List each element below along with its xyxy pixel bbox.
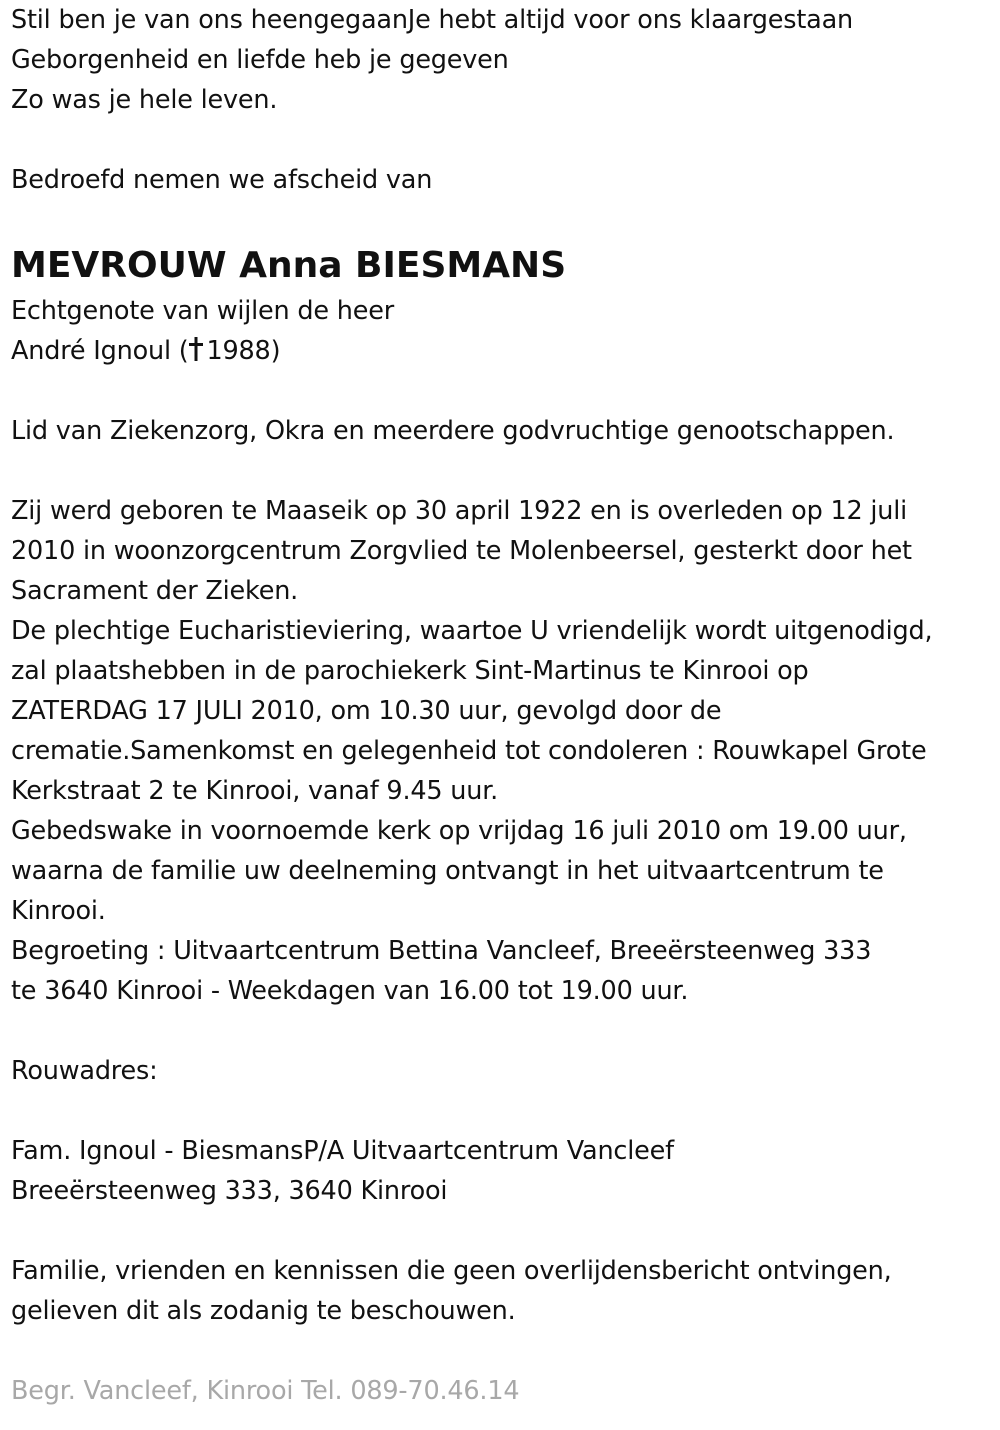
- body-text: [11, 491, 991, 1011]
- poem-line-2: Geborgenheid en liefde heb je gegeven: [11, 45, 509, 75]
- spouse-name: André Ignoul (: [11, 336, 189, 366]
- poem-line-3: Zo was je hele leven.: [11, 85, 278, 115]
- body-line: Kinrooi.: [11, 896, 106, 926]
- undertaker-footer: Begr. Vancleef, Kinrooi Tel. 089-70.46.14: [11, 1376, 520, 1406]
- spacer: [11, 1331, 991, 1371]
- latin-cross-icon: [189, 337, 203, 359]
- body-line: crematie.Samenkomst en gelegenheid tot condoleren : Rouwkapel Grote: [11, 736, 927, 766]
- body-line: De plechtige Eucharistieviering, waartoe U vriendelijk wordt uitgenodigd,: [11, 616, 933, 646]
- body-line: ZATERDAG 17 JULI 2010, om 10.30 uur, gevolgd door de: [11, 696, 722, 726]
- poem-line-1: Stil ben je van ons heengegaanJe hebt altijd voor ons klaargestaan: [11, 5, 853, 35]
- spouse-name-line: [11, 331, 991, 371]
- notice-line-1: Familie, vrienden en kennissen die geen overlijdensbericht ontvingen,: [11, 1256, 892, 1286]
- obituary-text: [11, 0, 991, 1411]
- body-line: Kerkstraat 2 te Kinrooi, vanaf 9.45 uur.: [11, 776, 499, 806]
- body-line: Zij werd geboren te Maaseik op 30 april 1922 en is overleden op 12 juli: [11, 496, 908, 526]
- spacer: [11, 1091, 991, 1131]
- spouse-death-year: 1988): [206, 336, 281, 366]
- spouse-line: Echtgenote van wijlen de heer: [11, 296, 394, 326]
- spacer: [11, 371, 991, 411]
- body-line: 2010 in woonzorgcentrum Zorgvlied te Molenbeersel, gesterkt door het: [11, 536, 912, 566]
- spacer: [11, 200, 991, 240]
- body-line: te 3640 Kinrooi - Weekdagen van 16.00 tot 19.00 uur.: [11, 976, 689, 1006]
- body-line: waarna de familie uw deelneming ontvangt in het uitvaartcentrum te: [11, 856, 884, 886]
- spacer: [11, 120, 991, 160]
- body-line: zal plaatshebben in de parochiekerk Sint-Martinus te Kinrooi op: [11, 656, 809, 686]
- notice-line-2: gelieven dit als zodanig te beschouwen.: [11, 1296, 516, 1326]
- address-line-2: Breeërsteenweg 333, 3640 Kinrooi: [11, 1176, 448, 1206]
- body-line: Gebedswake in voornoemde kerk op vrijdag 16 juli 2010 om 19.00 uur,: [11, 816, 907, 846]
- spacer: [11, 1211, 991, 1251]
- address-label: Rouwadres:: [11, 1056, 158, 1086]
- body-line: Begroeting : Uitvaartcentrum Bettina Vancleef, Breeërsteenweg 333: [11, 936, 872, 966]
- spacer: [11, 451, 991, 491]
- membership-text: Lid van Ziekenzorg, Okra en meerdere godvruchtige genootschappen.: [11, 416, 895, 446]
- spacer: [11, 1011, 991, 1051]
- body-line: Sacrament der Zieken.: [11, 576, 299, 606]
- address-line-1: Fam. Ignoul - BiesmansP/A Uitvaartcentrum Vancleef: [11, 1136, 674, 1166]
- deceased-name: MEVROUW Anna BIESMANS: [11, 245, 567, 286]
- intro-text: Bedroefd nemen we afscheid van: [11, 165, 433, 195]
